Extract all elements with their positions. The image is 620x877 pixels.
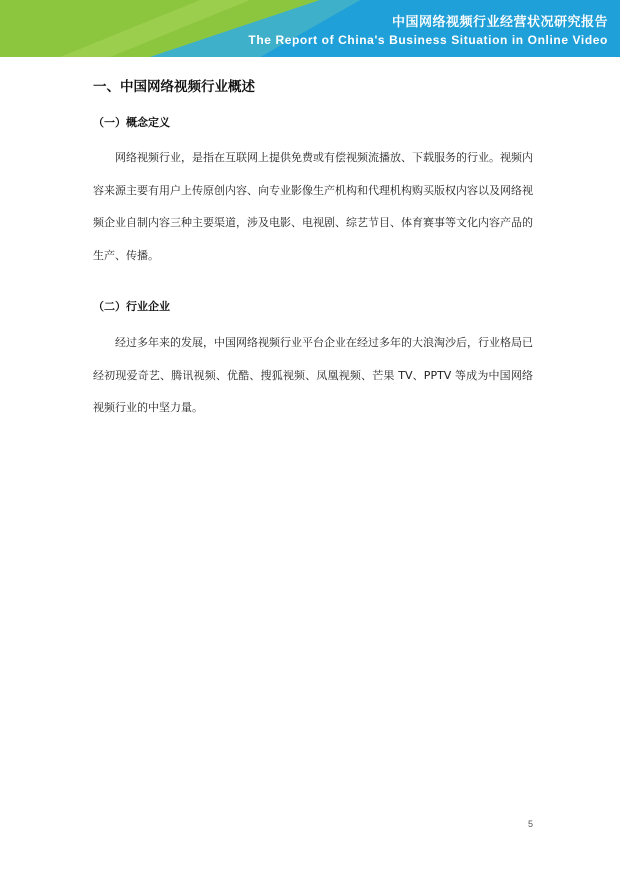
paragraph-definition: 网络视频行业，是指在互联网上提供免费或有偿视频流播放、下载服务的行业。视频内容来源主要有用户上传原创内容、向专业影像生产机构和代理机构购买版权内容以及网络视频企业自制内容三种主要渠道，涉及电影、电视剧、综艺节目、体育赛事等文化内容产品的生产、传播。	[93, 151, 533, 262]
report-title-chinese: 中国网络视频行业经营状况研究报告	[391, 15, 608, 30]
paragraph-enterprises: 经过多年来的发展，中国网络视频行业平台企业在经过多年的大浪淘沙后，行业格局已经初现爱奇艺、腾讯视频、优酷、搜狐视频、凤凰视频、芒果 TV、PPTV 等成为中国网络视频行业的中坚力量。	[93, 336, 533, 414]
report-header-banner	[0, 0, 620, 57]
section-title: 一、中国网络视频行业概述	[93, 79, 255, 95]
page-number: 5	[528, 819, 534, 829]
subsection-title-enterprises: （二）行业企业	[93, 300, 170, 313]
document-body	[93, 74, 533, 425]
subsection-title-definition: （一）概念定义	[93, 116, 170, 129]
report-title-english: The Report of China's Business Situation in Online Video	[248, 33, 608, 47]
